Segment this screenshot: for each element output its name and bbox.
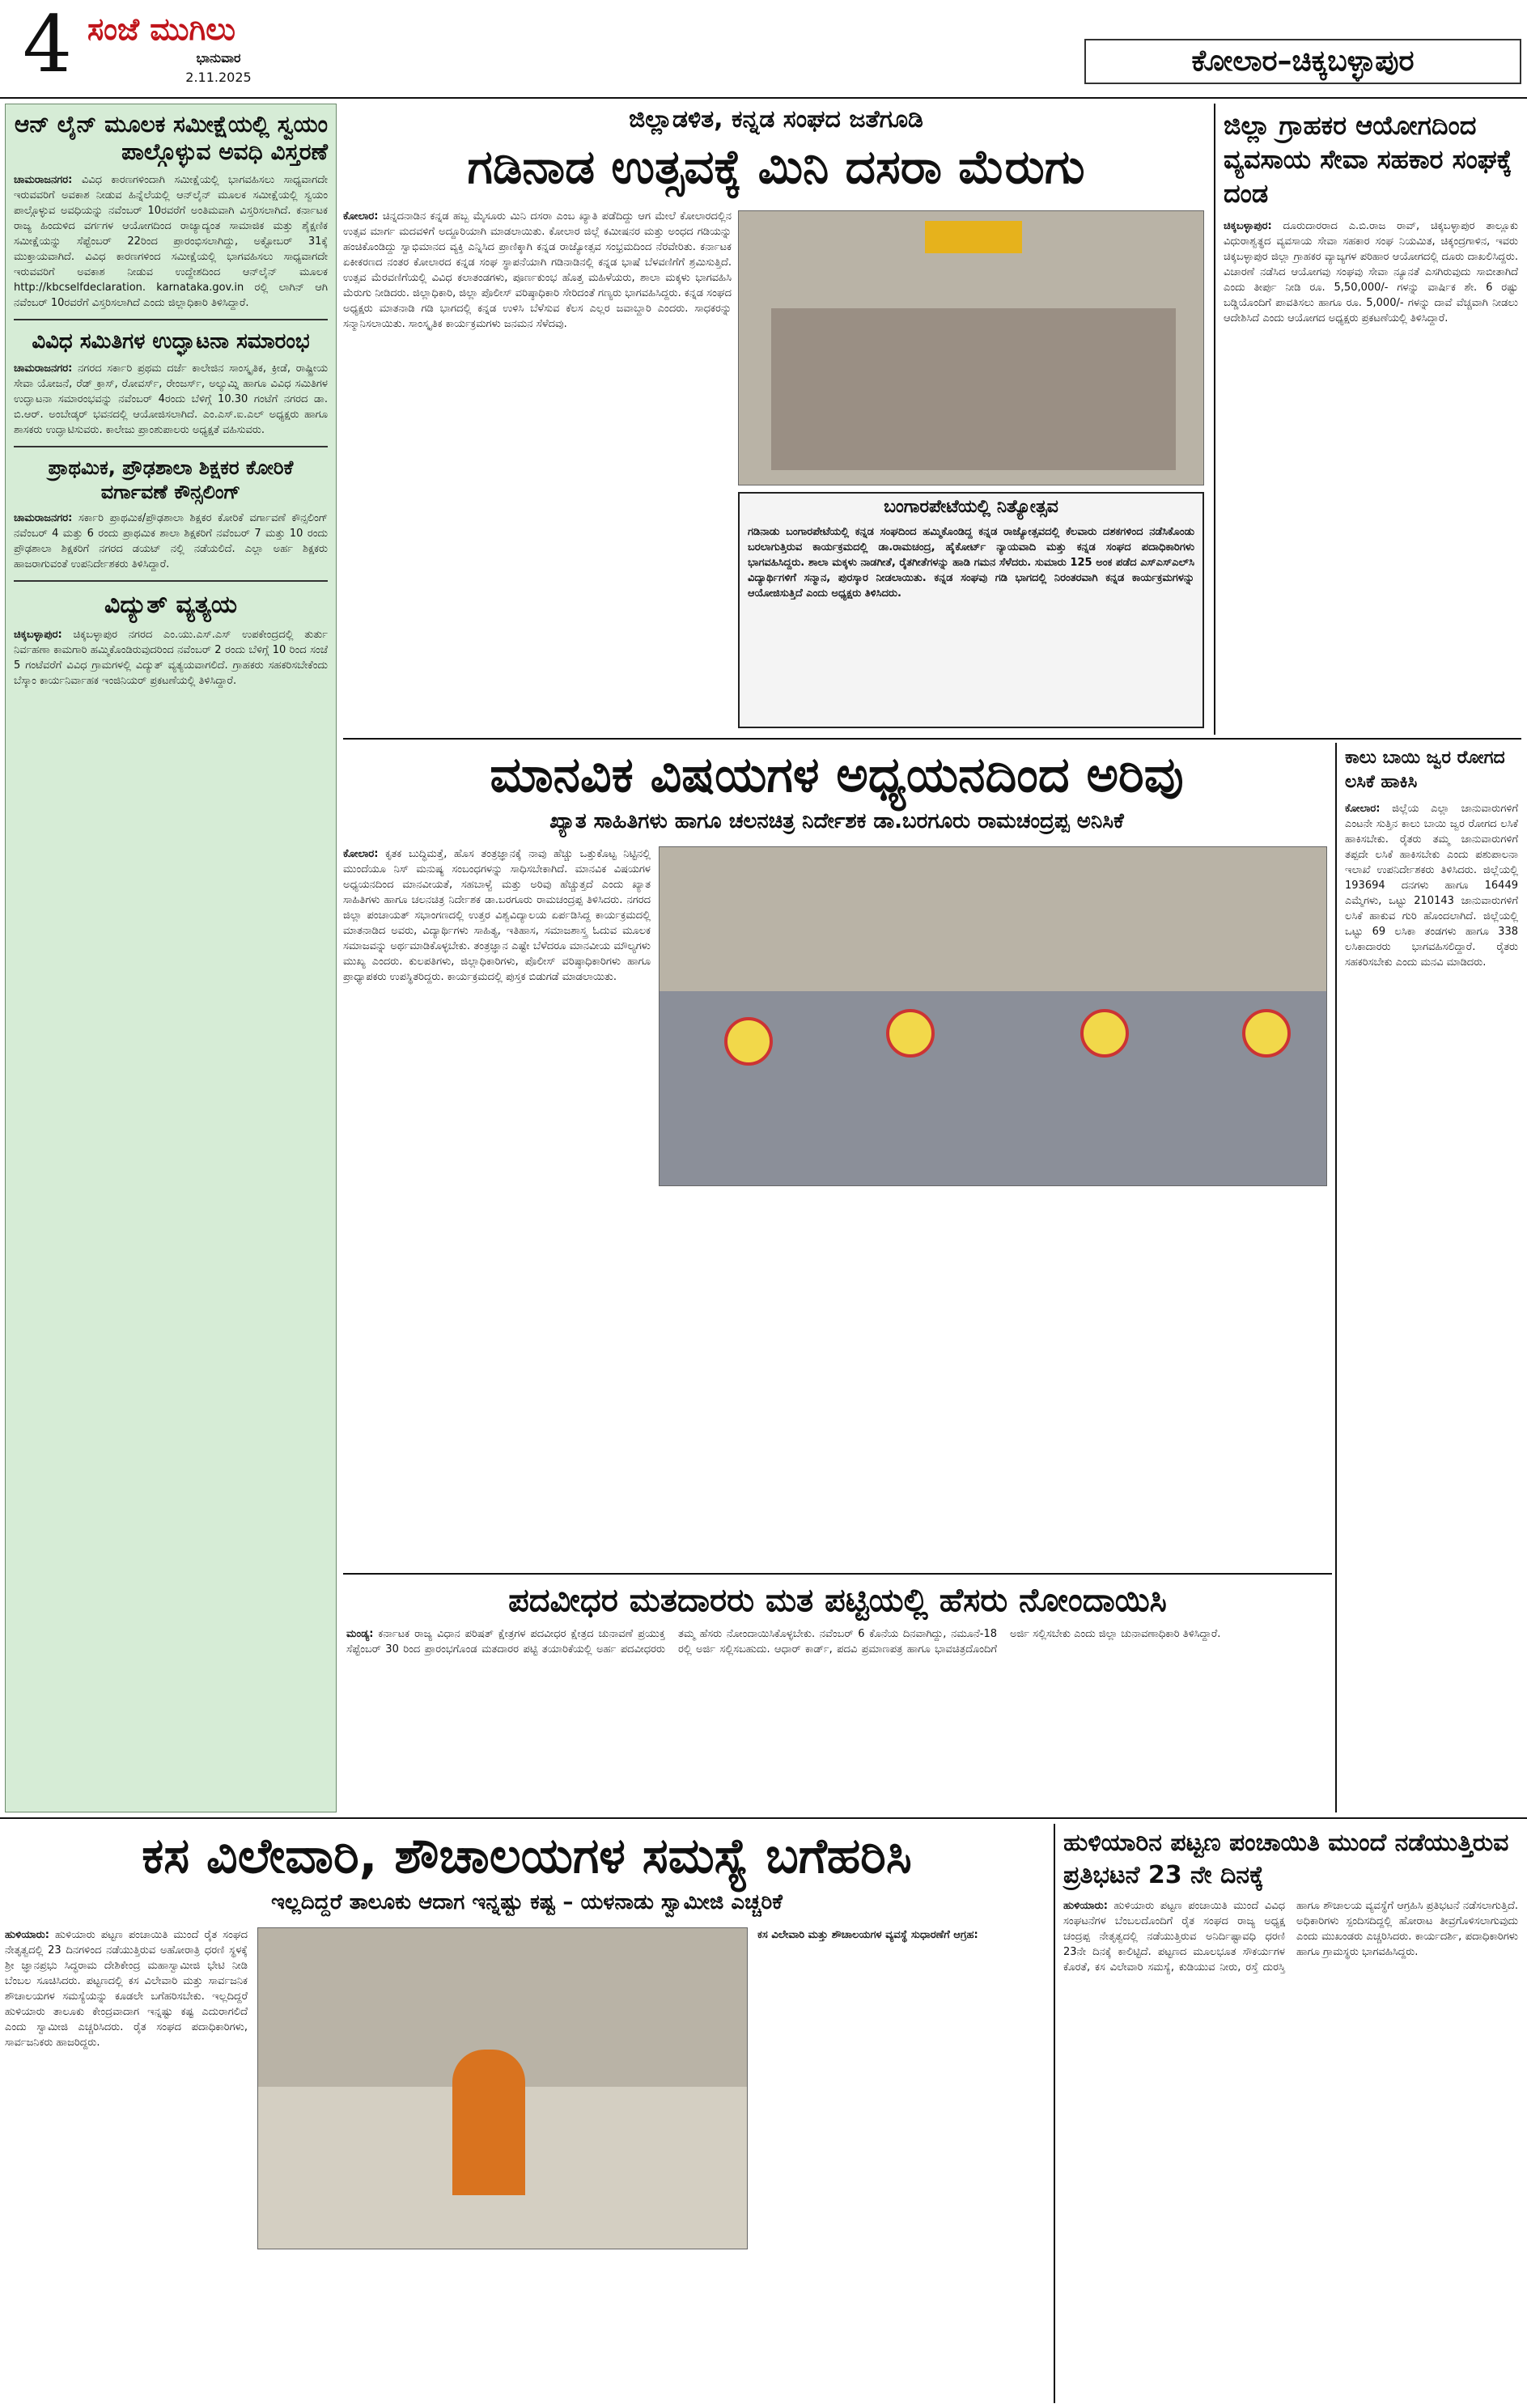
humanities-text: ಕೃತಕ ಬುದ್ಧಿಮತ್ತೆ, ಹೊಸ ತಂತ್ರಜ್ಞಾನಕ್ಕೆ ನಾವು ಹೆಚ್ಚು ಒತ್ತುಕೊಟ್ಟ ನಿಟ್ಟಿನಲ್ಲಿ ಮುಂದೆಯೂ ನಿಸ್ ಮನುಷ್ಯ ಸಂಬಂಧಗಳನ್ನು ಸಾಧಿಸಬೇಕಾಗಿದೆ. ಮಾನವಿಕ ವಿಷಯಗಳ ಅಧ್ಯಯನದಿಂದ ಮಾನವೀಯತೆ, ಸಹಬಾಳ್ವೆ ಮತ್ತು ಅರಿವು ಹೆಚ್ಚುತ್ತದೆ ಎಂದು ಖ್ಯಾತ ಸಾಹಿತಿಗಳು ಹಾಗೂ ಚಲನಚಿತ್ರ ನಿರ್ದೇಶಕ ಡಾ.ಬರಗೂರು ರಾಮಚಂದ್ರಪ್ಪ ತಿಳಿಸಿದರು. ನಗರದ ಜಿಲ್ಲಾ ಪಂಚಾಯತ್ ಸಭಾಂಗಣದಲ್ಲಿ ಉತ್ತರ ವಿಶ್ವವಿದ್ಯಾಲಯ ಏರ್ಪಡಿಸಿದ್ದ ಕಾರ್ಯಕ್ರಮದಲ್ಲಿ ಮಾತನಾಡಿದ ಅವರು, ವಿದ್ಯಾರ್ಥಿಗಳು ಸಾಹಿತ್ಯ, ಇತಿಹಾಸ, ಸಮಾಜಶಾಸ್ತ್ರ ಓದುವ ಮೂಲಕ ಸಮಾಜವನ್ನು ಅರ್ಥಮಾಡಿಕೊಳ್ಳಬೇಕು. ತಂತ್ರಜ್ಞಾನ ಎಷ್ಟೇ ಬೆಳೆದರೂ ಮಾನವೀಯ ಮೌಲ್ಯಗಳು ಮುಖ್ಯ ಎಂದರು. ಕುಲಪತಿಗಳು, ಜಿಲ್ಲಾಧಿಕಾರಿಗಳು, ಪೊಲೀಸ್ ವರಿಷ್ಠಾಧಿಕಾರಿಗಳು ಹಾಗೂ ಪ್ರಾಧ್ಯಾಪಕರು ಉಪಸ್ಥಿತರಿದ್ದರು. ಕಾರ್ಯಕ್ರಮದಲ್ಲಿ ಪುಸ್ತಕ ಬಿಡುಗಡೆ ಮಾಡಲಾಯಿತು. (343, 848, 651, 983)
voter-headline: ಪದವೀಧರ ಮತದಾರರು ಮತ ಪಟ್ಟಿಯಲ್ಲಿ ಹೆಸರು ನೋಂದಾಯಿಸಿ (508, 1582, 1167, 1619)
story3-body (6, 507, 336, 575)
protest-body (1060, 1895, 1521, 1978)
story1-title: ಆನ್ ಲೈನ್ ಮೂಲಕ ಸಮೀಕ್ಷೆಯಲ್ಲಿ ಸ್ವಯಂ ಪಾಲ್ಗೊಳ್ಳುವ ಅವಧಿ ವಿಸ್ತರಣೆ (14, 111, 328, 165)
column-rule-right (1214, 104, 1215, 735)
story2-dateline: ಚಾಮರಾಜನಗರ: (14, 362, 73, 375)
fmd-headline: ಕಾಲು ಬಾಯಿ ಜ್ವರ ರೋಗದ ಲಸಿಕೆ ಹಾಕಿಸಿ (1345, 748, 1505, 792)
consumer-text: ದೂರುದಾರರಾದ ಎ.ಬಿ.ರಾಜ ರಾವ್, ಚಿಕ್ಕಬಳ್ಳಾಪುರ ತಾಲ್ಲೂಕು ವಿಧುರಾಶ್ವತ್ಥದ ವ್ಯವಸಾಯ ಸೇವಾ ಸಹಕಾರ ಸಂಘ ನಿಯಮಿತ, ಚಿಕ್ಕಂದ್ರಗಾಳಿನ, ಇವರು ಚಿಕ್ಕಬಳ್ಳಾಪುರ ಜಿಲ್ಲಾ ಗ್ರಾಹಕರ ವ್ಯಾಜ್ಯಗಳ ಪರಿಹಾರ ಆಯೋಗದಲ್ಲಿ ದೂರು ದಾಖಲಿಸಿದ್ದರು. ವಿಚಾರಣೆ ನಡೆಸಿದ ಆಯೋಗವು ಸಂಘವು ಸೇವಾ ನ್ಯೂನತೆ ಎಸಗಿರುವುದು ಸಾಬೀತಾಗಿದೆ ಎಂದು ತೀರ್ಪು ನೀಡಿ ರೂ. 5,50,000/- ಗಳನ್ನು ವಾರ್ಷಿಕ ಶೇ. 6 ರಷ್ಟು ಬಡ್ಡಿಯೊಂದಿಗೆ ಪಾವತಿಸಲು ಹಾಗೂ ರೂ. 5,000/- ಗಳನ್ನು ದಾವೆ ವೆಚ್ಚವಾಗಿ ನೀಡಲು ಆದೇಶಿಸಿದೆ ಎಂದು ಆಯೋಗದ ಅಧ್ಯಕ್ಷರು ಪ್ರಕಟಣೆಯಲ್ಲಿ ತಿಳಿಸಿದ್ದಾರೆ. (1224, 220, 1518, 324)
story4-text: ಚಿಕ್ಕಬಳ್ಳಾಪುರ ನಗರದ ಎಂ.ಯು.ಎಸ್.ಎಸ್ ಉಪಕೇಂದ್ರದಲ್ಲಿ ತುರ್ತು ನಿರ್ವಹಣಾ ಕಾಮಗಾರಿ ಹಮ್ಮಿಕೊಂಡಿರುವುದರಿಂದ ನವೆಂಬರ್ 2 ರಂದು ಬೆಳಿಗ್ಗೆ 10 ರಿಂದ ಸಂಜೆ 5 ಗಂಟೆವರೆಗೆ ವಿವಿಧ ಗ್ರಾಮಗಳಲ್ಲಿ ವಿದ್ಯುತ್ ವ್ಯತ್ಯಯವಾಗಲಿದೆ. ಗ್ರಾಹಕರು ಸಹಕರಿಸಬೇಕೆಂದು ಬೆಸ್ಕಾಂ ಕಾರ್ಯನಿರ್ವಾಹಕ ಇಂಜಿನಿಯರ್ ಪ್ರಕಟಣೆಯಲ್ಲಿ ತಿಳಿಸಿದ್ದಾರೆ. (14, 629, 328, 687)
inset-body: ಗಡಿನಾಡು ಬಂಗಾರಪೇಟೆಯಲ್ಲಿ ಕನ್ನಡ ಸಂಘದಿಂದ ಹಮ್ಮಿಕೊಂಡಿದ್ದ ಕನ್ನಡ ರಾಜ್ಯೋತ್ಸವದಲ್ಲಿ ಕೆಲವಾರು ದಶಕಗಳಿಂದ ನಡೆಸಿಕೊಂಡು ಬರಲಾಗುತ್ತಿರುವ ಕಾರ್ಯಕ್ರಮದಲ್ಲಿ ಡಾ.ರಾಮಚಂದ್ರ, ಹೈಕೋರ್ಟ್ ನ್ಯಾಯವಾದಿ ಮತ್ತು ಕನ್ನಡ ಸಂಘದ ಪದಾಧಿಕಾರಿಗಳು ಭಾಗವಹಿಸಿದ್ದರು. ಶಾಲಾ ಮಕ್ಕಳು ನಾಡಗೀತೆ, ರೈತಗೀತೆಗಳನ್ನು ಹಾಡಿ ಗಮನ ಸೆಳೆದರು. ಸುಮಾರು 125 ಅಂಕ ಪಡೆದ ಎಸ್ಎಸ್ಎಲ್‌ಸಿ ವಿದ್ಯಾರ್ಥಿಗಳಿಗೆ ಸನ್ಮಾನ, ಪುರಸ್ಕಾರ ನೀಡಲಾಯಿತು. ಕನ್ನಡ ಸಂಘವು ಗಡಿ ಭಾಗದಲ್ಲಿ ನಿರಂತರವಾಗಿ ಕನ್ನಡ ಕಾರ್ಯಕ್ರಮಗಳನ್ನು ಆಯೋಜಿಸುತ್ತಿದೆ ಎಂದು ಅಧ್ಯಕ್ಷರು ತಿಳಿಸಿದರು. (748, 526, 1194, 600)
humanities-subhead: ಖ್ಯಾತ ಸಾಹಿತಿಗಳು ಹಾಗೂ ಚಲನಚಿತ್ರ ನಿರ್ದೇಶಕ ಡಾ.ಬರಗೂರು ರಾಮಚಂದ್ರಪ್ಪ ಅನಿಸಿಕೆ (549, 809, 1124, 833)
region-banner (1084, 39, 1521, 84)
lead-kicker: ಜಿಲ್ಲಾಡಳಿತ, ಕನ್ನಡ ಸಂಘದ ಜತೆಗೂಡಿ (629, 105, 923, 134)
waste-headline: ಕಸ ವಿಲೇವಾರಿ, ಶೌಚಾಲಯಗಳ ಸಮಸ್ಯೆ ಬಗೆಹರಿಸಿ (142, 1828, 912, 1884)
section-rule-2 (343, 1573, 1332, 1575)
fmd-dateline: ಕೋಲಾರ: (1345, 803, 1381, 815)
consumer-body (1220, 215, 1521, 329)
lead-dateline: ಕೋಲಾರ: (343, 210, 379, 223)
consumer-story (1220, 104, 1521, 735)
lead-text: ಚಿನ್ನದನಾಡಿನ ಕನ್ನಡ ಹಬ್ಬ ಮೈಸೂರು ಮಿನಿ ದಸರಾ ಎಂಬ ಖ್ಯಾತಿ ಪಡೆದಿದ್ದು ಆಗ ಮೇಲೆ ಕೋಲಾರದಲ್ಲಿನ ಉತ್ಸವ ಮಾರ್ಗ ಮದವಳಿಗೆ ಅದ್ದೂರಿಯಾಗಿ ಮಾಡಲಾಯಿತು. ಕೋಲಾರ ಜಿಲ್ಲೆ ಕಮೀಷನರ ಮತ್ತು ಅಂಧದ ಗಡಿಯನ್ನು ಹಂಚಿಕೊಂಡಿದ್ದು ಸ್ವಾಭಿಮಾನದ ವ್ಯಕ್ತಿ ಎನ್ನಿಸಿದ ಪ್ರಾಣಿಕ್ಕಾಗಿ ಕನ್ನಡ ರಾಜ್ಯೋತ್ಸವ ಸಂಭ್ರಮದಿಂದ ನೆರವೇರಿತು. ಕರ್ನಾಟಕ ಏಕೀಕರಣದ ನಂತರ ಕೋಲಾರದ ಕನ್ನಡ ಸಂಘ ಸ್ಥಾಪನೆಯಾಗಿ ಗಡಿನಾಡಿನಲ್ಲಿ ಕನ್ನಡ ಭಾಷೆ ಬೆಳವಣಿಗೆಗೆ ಶ್ರಮಿಸುತ್ತಿದೆ. ಉತ್ಸವ ಮೆರವಣಿಗೆಯಲ್ಲಿ ವಿವಿಧ ಕಲಾತಂಡಗಳು, ಪೂರ್ಣಕುಂಭ ಹೊತ್ತ ಮಹಿಳೆಯರು, ಶಾಲಾ ಮಕ್ಕಳು ಭಾಗವಹಿಸಿ ಮೆರುಗು ನೀಡಿದರು. ಜಿಲ್ಲಾಧಿಕಾರಿ, ಜಿಲ್ಲಾ ಪೊಲೀಸ್ ವರಿಷ್ಠಾಧಿಕಾರಿ ಸೇರಿದಂತೆ ಗಣ್ಯರು ಭಾಗವಹಿಸಿದ್ದರು. ಕನ್ನಡ ಸಂಘದ ಅಧ್ಯಕ್ಷರು ಮಾತನಾಡಿ ಗಡಿ ಭಾಗದಲ್ಲಿ ಕನ್ನಡ ಉಳಿಸಿ ಬೆಳೆಸುವ ಕೆಲಸ ಎಲ್ಲರ ಜವಾಬ್ದಾರಿ ಎಂದರು. ಸಾಧಕರನ್ನು ಸನ್ಮಾನಿಸಲಾಯಿತು. ಸಾಂಸ್ಕೃತಿಕ ಕಾರ್ಯಕ್ರಮಗಳು ಜನಮನ ಸೆಳೆದವು. (343, 210, 732, 330)
humanities-dateline: ಕೋಲಾರ: (343, 848, 379, 860)
story1-dateline: ಚಾಮರಾಜನಗರ: (14, 174, 73, 186)
humanities-photo (659, 846, 1327, 1186)
lead-body (343, 209, 732, 727)
story3-dateline: ಚಾಮರಾಜನಗರ: (14, 512, 73, 524)
story2-title: ವಿವಿಧ ಸಮಿತಿಗಳ ಉದ್ಘಾಟನಾ ಸಮಾರಂಭ (32, 329, 310, 354)
voter-story (343, 1578, 1332, 1812)
fmd-text: ಜಿಲ್ಲೆಯ ಎಲ್ಲಾ ಜಾನುವಾರುಗಳಿಗೆ ಎಂಟನೇ ಸುತ್ತಿನ ಕಾಲು ಬಾಯಿ ಜ್ವರ ರೋಗದ ಲಸಿಕೆ ಹಾಕಿಸಬೇಕು. ರೈತರು ತಮ್ಮ ಜಾನುವಾರುಗಳಿಗೆ ತಪ್ಪದೇ ಲಸಿಕೆ ಹಾಕಿಸಬೇಕು ಎಂದು ಪಶುಪಾಲನಾ ಇಲಾಖೆ ಉಪನಿರ್ದೇಶಕರು ತಿಳಿಸಿದರು. ಜಿಲ್ಲೆಯಲ್ಲಿ 193694 ದನಗಳು ಹಾಗೂ 16449 ಎಮ್ಮೆಗಳು, ಒಟ್ಟು 210143 ಜಾನುವಾರುಗಳಿಗೆ ಲಸಿಕೆ ಹಾಕುವ ಗುರಿ ಹೊಂದಲಾಗಿದೆ. ಜಿಲ್ಲೆಯಲ್ಲಿ ಒಟ್ಟು 69 ಲಸಿಕಾ ತಂಡಗಳು ಹಾಗೂ 338 ಲಸಿಕಾದಾರರು ಭಾಗವಹಿಸಲಿದ್ದಾರೆ. ರೈತರು ಸಹಕರಿಸಬೇಕು ಎಂದು ಮನವಿ ಮಾಡಿದರು. (1345, 803, 1518, 969)
waste-story (5, 1824, 1049, 2403)
humanities-body (343, 846, 651, 1566)
voter-dateline: ಮಂಡ್ಯ: (346, 1628, 374, 1640)
protest-dateline: ಹುಳಿಯಾರು: (1063, 1900, 1108, 1912)
voter-body (343, 1623, 1332, 1660)
waste-body (5, 1927, 248, 2400)
story1-body (6, 169, 336, 314)
waste-text: ಹುಳಿಯಾರು ಪಟ್ಟಣ ಪಂಚಾಯಿತಿ ಮುಂದೆ ರೈತ ಸಂಘದ ನೇತೃತ್ವದಲ್ಲಿ 23 ದಿನಗಳಿಂದ ನಡೆಯುತ್ತಿರುವ ಅಹೋರಾತ್ರಿ ಧರಣಿ ಸ್ಥಳಕ್ಕೆ ಶ್ರೀ ಜ್ಞಾನಪ್ರಭು ಸಿದ್ಧರಾಮ ದೇಶಿಕೇಂದ್ರ ಮಹಾಸ್ವಾಮೀಜಿ ಭೇಟಿ ನೀಡಿ ಬೆಂಬಲ ಸೂಚಿಸಿದರು. ಪಟ್ಟಣದಲ್ಲಿ ಕಸ ವಿಲೇವಾರಿ ಮತ್ತು ಸಾರ್ವಜನಿಕ ಶೌಚಾಲಯಗಳ ಸಮಸ್ಯೆಯನ್ನು ಕೂಡಲೇ ಬಗೆಹರಿಸಬೇಕು. ಇಲ್ಲದಿದ್ದರೆ ಹುಳಿಯಾರು ತಾಲೂಕು ಕೇಂದ್ರವಾದಾಗ ಇನ್ನಷ್ಟು ಕಷ್ಟ ಎದುರಾಗಲಿದೆ ಎಂದು ಸ್ವಾಮೀಜಿ ಎಚ್ಚರಿಸಿದರು. ರೈತ ಸಂಘದ ಪದಾಧಿಕಾರಿಗಳು, ಸಾರ್ವಜನಿಕರು ಹಾಜರಿದ್ದರು. (5, 1929, 248, 2049)
waste-dateline: ಹುಳಿಯಾರು: (5, 1929, 49, 1941)
waste-photo (257, 1927, 748, 2249)
inset-box (738, 492, 1204, 728)
story4-body (6, 624, 336, 692)
story4-title: ವಿದ್ಯುತ್ ವ್ಯತ್ಯಯ (104, 591, 238, 619)
masthead-rule (0, 97, 1527, 99)
region-banner-text: ಕೋಲಾರ–ಚಿಕ್ಕಬಳ್ಳಾಪುರ (1191, 45, 1415, 78)
protest-headline: ಹುಳಿಯಾರಿನ ಪಟ್ಟಣ ಪಂಚಾಯಿತಿ ಮುಂದೆ ನಡೆಯುತ್ತಿರುವ ಪ್ರತಿಭಟನೆ 23 ನೇ ದಿನಕ್ಕೆ (1063, 1829, 1509, 1889)
section-rule-1 (343, 738, 1521, 740)
masthead (0, 0, 1527, 97)
section-rule-3 (0, 1817, 1527, 1819)
lead-story (343, 104, 1209, 735)
fmd-story (1342, 743, 1521, 1812)
waste-subsection-title: ಕಸ ವಿಲೇವಾರಿ ಮತ್ತು ಶೌಚಾಲಯಗಳ ವ್ಯವಸ್ಥೆ ಸುಧಾರಣೆಗೆ ಆಗ್ರಹ: (757, 1929, 978, 1941)
lead-headline: ಗಡಿನಾಡ ಉತ್ಸವಕ್ಕೆ ಮಿನಿ ದಸರಾ ಮೆರುಗು (467, 139, 1085, 194)
paper-logo: ಸಂಜೆ ಮುಗಿಲು (87, 11, 236, 47)
inset-title: ಬಂಗಾರಪೇಟೆಯಲ್ಲಿ ನಿತ್ಯೋತ್ಸವ (884, 497, 1058, 517)
column-rule-right-2 (1335, 743, 1337, 1812)
humanities-story (343, 743, 1330, 1570)
story4-dateline: ಚಿಕ್ಕಬಳ್ಳಾಪುರ: (14, 629, 62, 641)
humanities-headline: ಮಾನವಿಕ ವಿಷಯಗಳ ಅಧ್ಯಯನದಿಂದ ಅರಿವು (490, 747, 1184, 803)
protest-story (1060, 1824, 1521, 2403)
waste-subsection (757, 1927, 1046, 2400)
column-rule-bottom (1054, 1824, 1055, 2403)
left-column (5, 104, 337, 1812)
consumer-headline: ಜಿಲ್ಲಾ ಗ್ರಾಹಕರ ಆಯೋಗದಿಂದ ವ್ಯವಸಾಯ ಸೇವಾ ಸಹಕಾರ ಸಂಘಕ್ಕೆ ದಂಡ (1224, 110, 1512, 209)
protest-text: ಹುಳಿಯಾರು ಪಟ್ಟಣ ಪಂಚಾಯಿತಿ ಮುಂದೆ ವಿವಿಧ ಸಂಘಟನೆಗಳ ಬೆಂಬಲದೊಂದಿಗೆ ರೈತ ಸಂಘದ ರಾಜ್ಯ ಅಧ್ಯಕ್ಷ ಚಂದ್ರಪ್ಪ ನೇತೃತ್ವದಲ್ಲಿ ನಡೆಯುತ್ತಿರುವ ಅನಿರ್ದಿಷ್ಟಾವಧಿ ಧರಣಿ 23ನೇ ದಿನಕ್ಕೆ ಕಾಲಿಟ್ಟಿದೆ. ಪಟ್ಟಣದ ಮೂಲಭೂತ ಸೌಕರ್ಯಗಳ ಕೊರತೆ, ಕಸ ವಿಲೇವಾರಿ ಸಮಸ್ಯೆ, ಕುಡಿಯುವ ನೀರು, ರಸ್ತೆ ದುರಸ್ತಿ ಹಾಗೂ ಶೌಚಾಲಯ ವ್ಯವಸ್ಥೆಗೆ ಆಗ್ರಹಿಸಿ ಪ್ರತಿಭಟನೆ ನಡೆಸಲಾಗುತ್ತಿದೆ. ಅಧಿಕಾರಿಗಳು ಸ್ಪಂದಿಸದಿದ್ದಲ್ಲಿ ಹೋರಾಟ ತೀವ್ರಗೊಳಿಸಲಾಗುವುದು ಎಂದು ಮುಖಂಡರು ಎಚ್ಚರಿಸಿದರು. ಕಾರ್ಯದರ್ಶಿ, ಪದಾಧಿಕಾರಿಗಳು ಹಾಗೂ ಗ್ರಾಮಸ್ಥರು ಭಾಗವಹಿಸಿದ್ದರು. (1063, 1900, 1518, 1973)
fmd-body (1342, 798, 1521, 973)
story3-text: ಸರ್ಕಾರಿ ಪ್ರಾಥಮಿಕ/ಪ್ರೌಢಶಾಲಾ ಶಿಕ್ಷಕರ ಕೋರಿಕೆ ವರ್ಗಾವಣೆ ಕೌನ್ಸಲಿಂಗ್ ನವೆಂಬರ್ 4 ಮತ್ತು 6 ರಂದು ಪ್ರಾಥಮಿಕ ಶಾಲಾ ಶಿಕ್ಷಕರಿಗೆ ನವೆಂಬರ್ 7 ಮತ್ತು 10 ರಂದು ಪ್ರೌಢಶಾಲಾ ಶಿಕ್ಷಕರಿಗೆ ನಗರದ ಡಯಟ್ ನಲ್ಲಿ ನಡೆಯಲಿದೆ. ಎಲ್ಲಾ ಅರ್ಹ ಶಿಕ್ಷಕರು ಹಾಜರಾಗುವಂತೆ ಉಪನಿರ್ದೇಶಕರು ತಿಳಿಸಿದ್ದಾರೆ. (14, 512, 328, 570)
page-number: 4 (23, 0, 73, 89)
masthead-day: ಭಾನುವಾರ (196, 50, 241, 66)
consumer-dateline: ಚಿಕ್ಕಬಳ್ಳಾಪುರ: (1224, 220, 1272, 232)
waste-subhead: ಇಲ್ಲದಿದ್ದರೆ ತಾಲೂಕು ಆದಾಗ ಇನ್ನಷ್ಟು ಕಷ್ಟ – ಯಳನಾಡು ಸ್ವಾಮೀಜಿ ಎಚ್ಚರಿಕೆ (271, 1890, 783, 1914)
masthead-date: 2.11.2025 (185, 70, 252, 85)
story2-body (6, 358, 336, 441)
story1-text: ವಿವಿಧ ಕಾರಣಗಳಿಂದಾಗಿ ಸಮೀಕ್ಷೆಯಲ್ಲಿ ಭಾಗವಹಿಸಲು ಸಾಧ್ಯವಾಗದೇ ಇರುವವರಿಗೆ ಅವಕಾಶ ನೀಡುವ ಹಿನ್ನೆಲೆಯಲ್ಲಿ ಆನ್‌ಲೈನ್ ಮೂಲಕ ಸಮೀಕ್ಷೆಯಲ್ಲಿ ಸ್ವಯಂ ಪಾಲ್ಗೊಳ್ಳುವ ಅವಧಿಯನ್ನು ನವೆಂಬರ್ 10ರವರೆಗೆ ಅಂತಿಮವಾಗಿ ವಿಸ್ತರಿಸಲಾಗಿದೆ. ಕರ್ನಾಟಕ ರಾಜ್ಯ ಹಿಂದುಳಿದ ವರ್ಗಗಳ ಆಯೋಗದಿಂದ ರಾಜ್ಯಾದ್ಯಂತ ಸಾಮಾಜಿಕ ಮತ್ತು ಶೈಕ್ಷಣಿಕ ಸಮೀಕ್ಷೆಯನ್ನು ಸೆಪ್ಟೆಂಬರ್ 22ರಿಂದ ಪ್ರಾರಂಭಿಸಲಾಗಿದ್ದು, ಅಕ್ಟೋಬರ್ 31ಕ್ಕೆ ಮುಕ್ತಾಯವಾಗಿದೆ. ವಿವಿಧ ಕಾರಣಗಳಿಂದ ಸಮೀಕ್ಷೆಯಲ್ಲಿ ಭಾಗವಹಿಸಲು ಸಾಧ್ಯವಾಗದೇ ಇರುವವರಿಗೆ ಅವಕಾಶ ನೀಡುವ ಉದ್ದೇಶದಿಂದ ಆನ್‌ಲೈನ್ ಮೂಲಕ http://kbcselfdeclaration. karnataka.gov.in ರಲ್ಲಿ ಲಾಗಿನ್ ಆಗಿ ನವೆಂಬರ್ 10ರವರೆಗೆ ವಿಸ್ತರಿಸಲಾಗಿದೆ ಎಂದು ಜಿಲ್ಲಾಧಿಕಾರಿ ತಿಳಿಸಿದ್ದಾರೆ. (14, 174, 328, 309)
story2-text: ನಗರದ ಸರ್ಕಾರಿ ಪ್ರಥಮ ದರ್ಜೆ ಕಾಲೇಜಿನ ಸಾಂಸ್ಕೃತಿಕ, ಕ್ರೀಡೆ, ರಾಷ್ಟ್ರೀಯ ಸೇವಾ ಯೋಜನೆ, ರೆಡ್ ಕ್ರಾಸ್, ರೋವರ್ಸ್, ರೇಂಜರ್ಸ್, ಅಲ್ಯುಮ್ನಿ ಹಾಗೂ ವಿವಿಧ ಸಮಿತಿಗಳ ಉದ್ಘಾಟನಾ ಸಮಾರಂಭವನ್ನು ನವೆಂಬರ್ 4ರಂದು ಬೆಳಿಗ್ಗೆ 10.30 ಗಂಟೆಗೆ ನಗರದ ಡಾ. ಬಿ.ಆರ್. ಅಂಬೇಡ್ಕರ್ ಭವನದಲ್ಲಿ ಆಯೋಜಿಸಲಾಗಿದೆ. ಎಂ.ಎಸ್.ಐ.ಎಲ್ ಅಧ್ಯಕ್ಷರು ಹಾಗೂ ಶಾಸಕರು ಉದ್ಘಾಟಿಸುವರು. ಕಾಲೇಜು ಪ್ರಾಂಶುಪಾಲರು ಅಧ್ಯಕ್ಷತೆ ವಹಿಸುವರು. (14, 362, 328, 436)
lead-photo (738, 210, 1204, 485)
story3-title: ಪ್ರಾಥಮಿಕ, ಪ್ರೌಢಶಾಲಾ ಶಿಕ್ಷಕರ ಕೋರಿಕೆ ವರ್ಗಾವಣೆ ಕೌನ್ಸಲಿಂಗ್ (48, 456, 294, 503)
voter-text: ಕರ್ನಾಟಕ ರಾಜ್ಯ ವಿಧಾನ ಪರಿಷತ್ ಕ್ಷೇತ್ರಗಳ ಪದವೀಧರ ಕ್ಷೇತ್ರದ ಚುನಾವಣೆ ಪ್ರಯುಕ್ತ ಸೆಪ್ಟೆಂಬರ್ 30 ರಿಂದ ಪ್ರಾರಂಭಗೊಂಡ ಮತದಾರರ ಪಟ್ಟಿ ತಯಾರಿಕೆಯಲ್ಲಿ ಅರ್ಹ ಪದವೀಧರರು ತಮ್ಮ ಹೆಸರು ನೋಂದಾಯಿಸಿಕೊಳ್ಳಬೇಕು. ನವೆಂಬರ್ 6 ಕೊನೆಯ ದಿನವಾಗಿದ್ದು, ನಮೂನೆ-18 ರಲ್ಲಿ ಅರ್ಜಿ ಸಲ್ಲಿಸಬಹುದು. ಆಧಾರ್ ಕಾರ್ಡ್, ಪದವಿ ಪ್ರಮಾಣಪತ್ರ ಹಾಗೂ ಭಾವಚಿತ್ರದೊಂದಿಗೆ ಅರ್ಜಿ ಸಲ್ಲಿಸಬೇಕು ಎಂದು ಜಿಲ್ಲಾ ಚುನಾವಣಾಧಿಕಾರಿ ತಿಳಿಸಿದ್ದಾರೆ. (346, 1628, 1221, 1656)
